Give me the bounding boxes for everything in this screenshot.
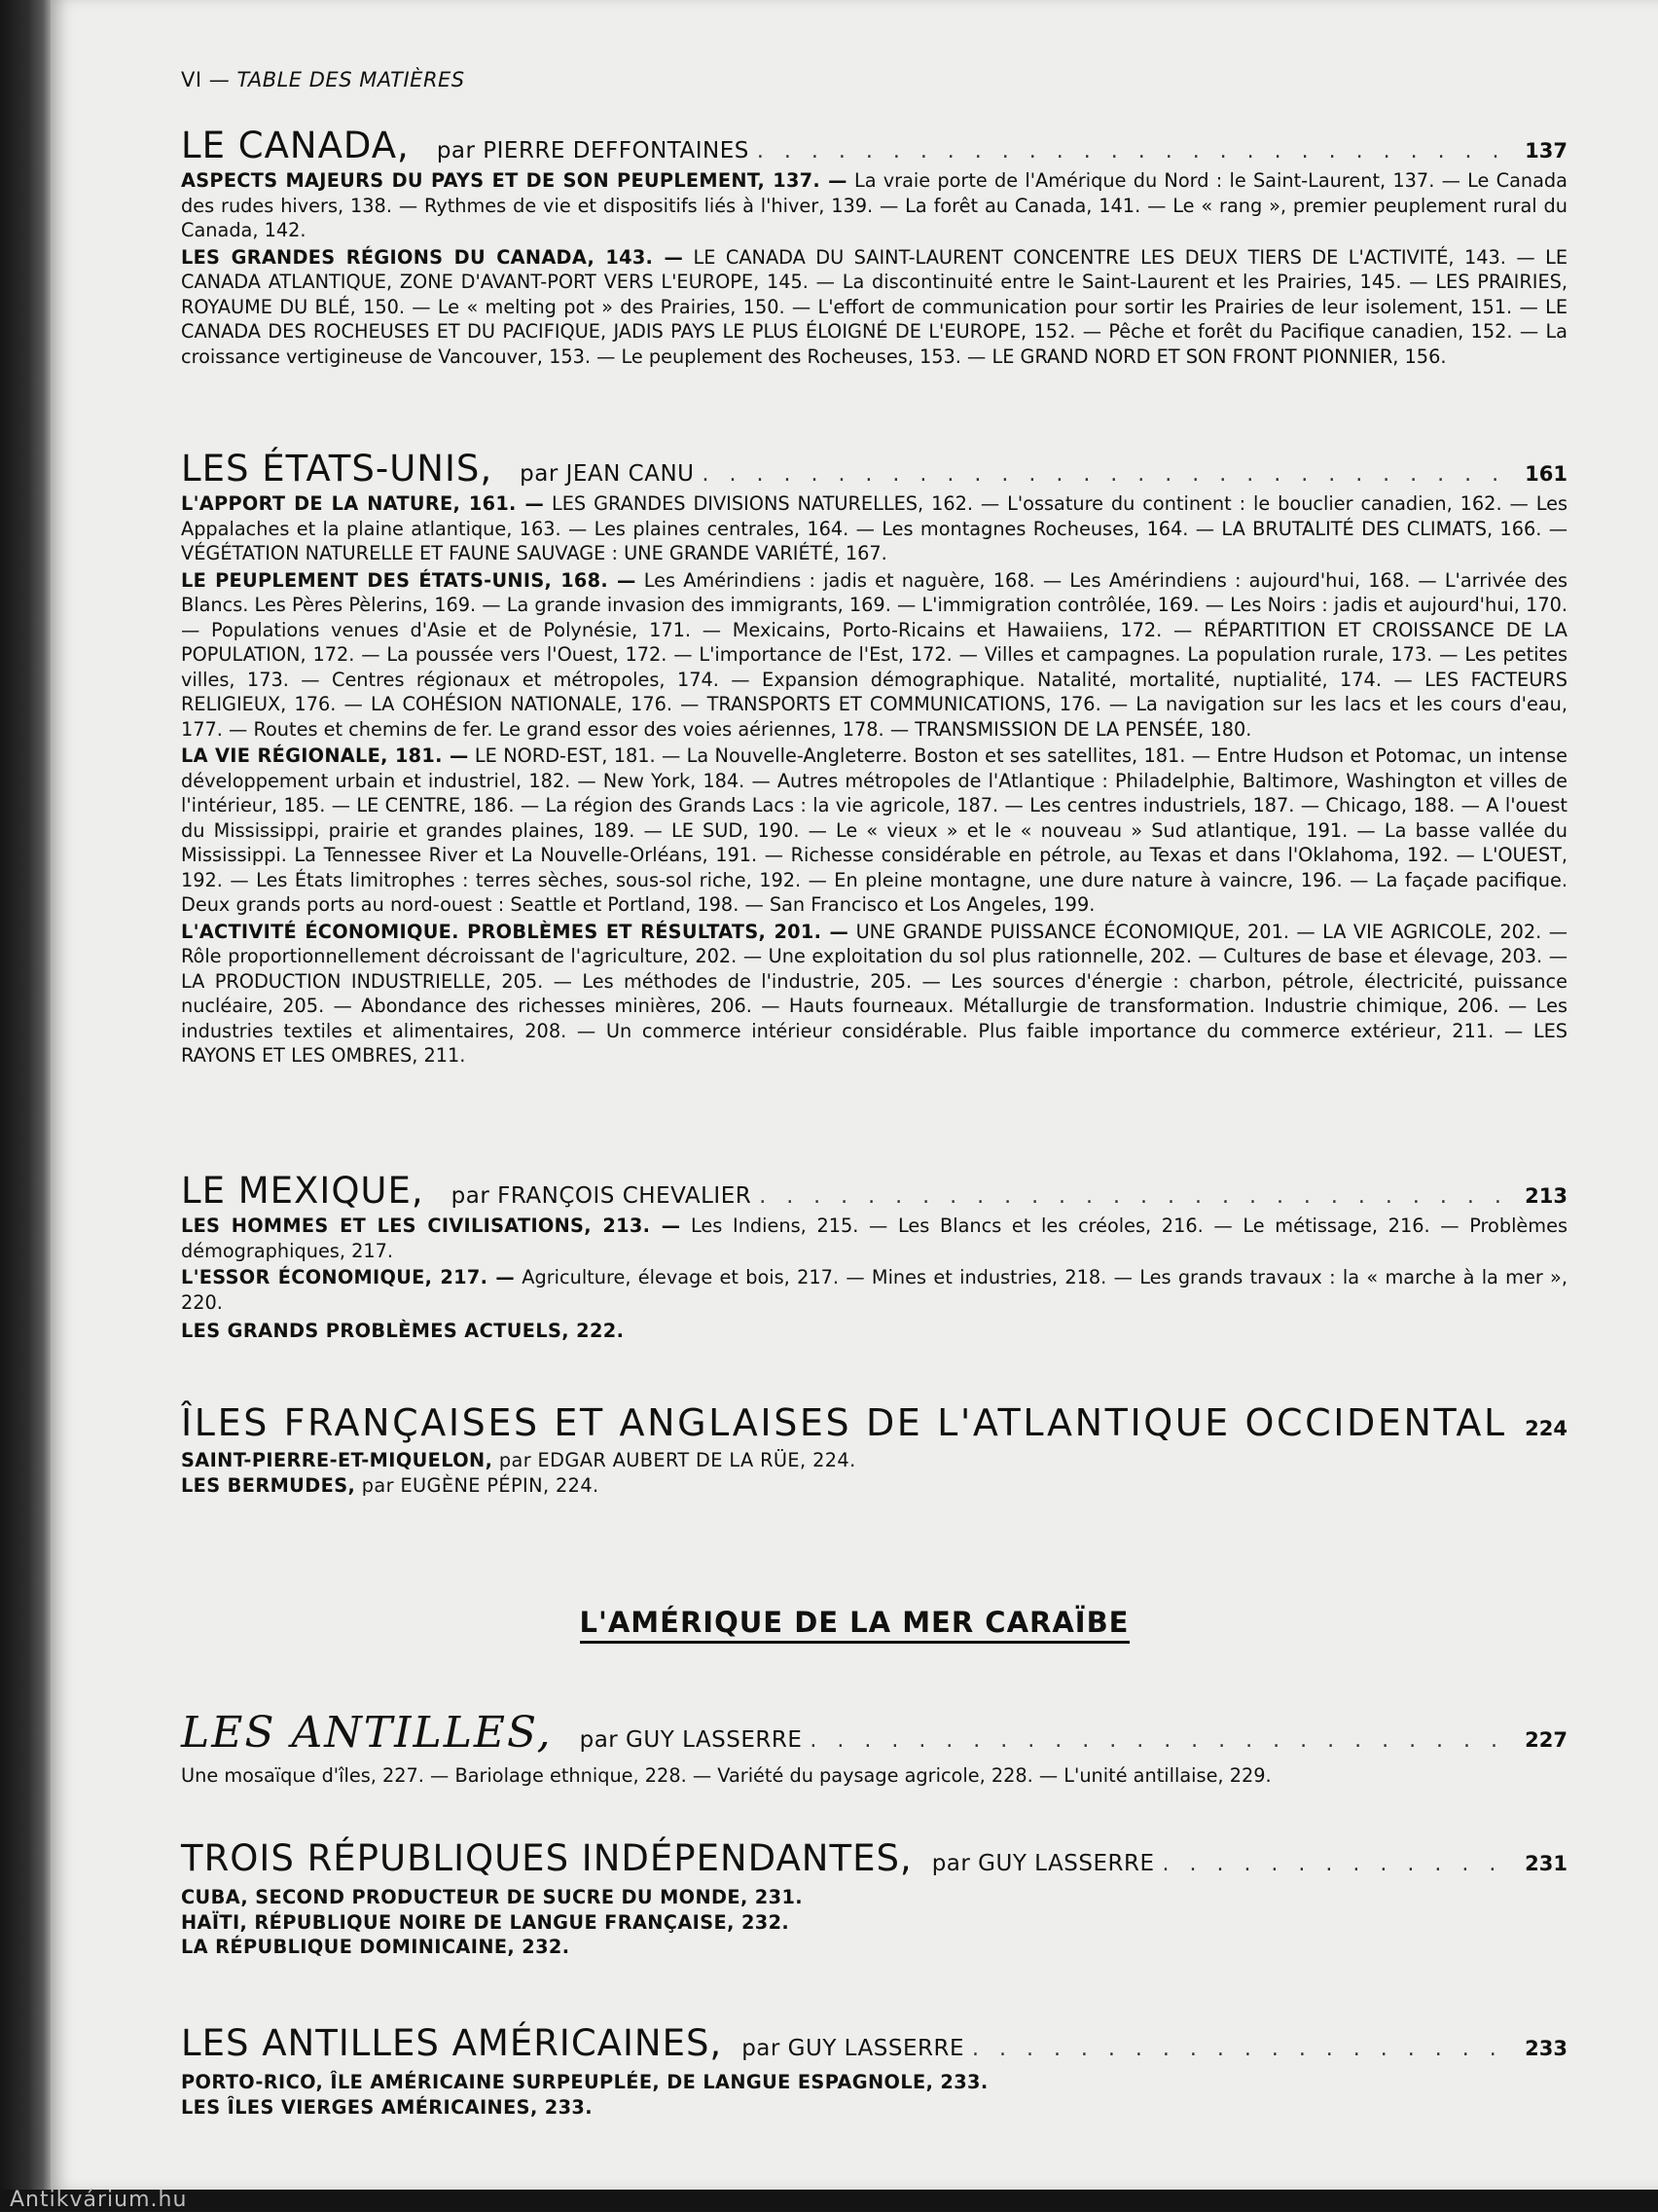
page-number: 227 — [1525, 1728, 1568, 1752]
paragraph-heading: ASPECTS MAJEURS DU PAYS ET DE SON PEUPLEMENT, 137. — — [181, 169, 847, 192]
paragraph-text: La vraie porte de l'Amérique du Nord : le Saint-Laurent, 137. — Le Canada des rudes hivers, 138. — Rythmes de vie et dispositifs liés à l'hiver, 139. — La forêt au Canada, 141. — Le « rang », premier peuplement rural du Canada, 142. — [181, 169, 1568, 241]
section-title: LES ANTILLES, — [181, 1708, 553, 1758]
toc-line: CUBA, SECOND PRODUCTEUR DE SUCRE DU MONDE, 231. — [181, 1886, 803, 1908]
section-trois-republiques — [181, 1837, 1568, 1960]
paragraph-heading: LES HOMMES ET LES CIVILISATIONS, 213. — — [181, 1215, 681, 1237]
section-author: par PIERRE DEFFONTAINES — [436, 138, 749, 163]
leader-dots — [703, 462, 1518, 487]
paragraph-heading: LES GRANDES RÉGIONS DU CANADA, 143. — — [181, 245, 684, 269]
paragraph-text: Les Indiens, 215. — Les Blancs et les créoles, 216. — Le métissage, 216. — Problèmes démographiques, 217. — [181, 1215, 1568, 1262]
paragraph-text: LE NORD-EST, 181. — La Nouvelle-Angleterre. Boston et ses satellites, 181. — Entre Hudson et Potomac, un intense développement urbain et industriel, 182. — New York, 184. — Autres métropoles de l'Atlantique : Philadelphie, Baltimore, Washington et villes de l'intérieur, 185. — LE CENTRE, 186. — La région des Grands Lacs : la vie agricole, 187. — Les centres industriels, 187. — Chicago, 188. — A l'ouest du Mississippi, prairie et grandes plaines, 189. — LE SUD, 190. — Le « vieux » et le « nouveau » Sud atlantique, 191. — La basse vallée du Mississippi. La Tennessee River et La Nouvelle-Orléans, 191. — Richesse considérable en pétrole, au Texas et dans l'Oklahoma, 192. — L'OUEST, 192. — Les États limitrophes : terres sèches, sous-sol riche, 192. — En pleine montagne, une dure nature à vaincre, 196. — La façade pacifique. Deux grands ports au nord-ouest : Seattle et Portland, 198. — San Francisco et Los Angeles, 199. — [181, 744, 1568, 916]
page-number: 161 — [1525, 462, 1568, 486]
section-author: par GUY LASSERRE — [741, 2036, 964, 2061]
toc-paragraph: Une mosaïque d'îles, 227. — Bariolage ethnique, 228. — Variété du paysage agricole, 228. — L'unité antillaise, 229. — [181, 1764, 1272, 1787]
paragraph-text: Les Amérindiens : jadis et naguère, 168. — Les Amérindiens : aujourd'hui, 168. — L'arrivée des Blancs. Les Pères Pèlerins, 169. — La grande invasion des immigrants, 169. — L'immigration contrôlée, 169. — Les Noirs : jadis et aujourd'hui, 170. — Populations venues d'Asie et de Polynésie, 171. — Mexicains, Porto-Ricains et Hawaiiens, 172. — RÉPARTITION ET CROISSANCE DE LA POPULATION, 172. — La poussée vers l'Ouest, 172. — L'importance de l'Est, 172. — Villes et campagnes. La population rurale, 173. — Les petites villes, 173. — Centres régionaux et métropoles, 174. — Expansion démographique. Natalité, mortalité, nuptialité, 174. — LES FACTEURS RELIGIEUX, 176. — LA COHÉSION NATIONALE, 176. — TRANSPORTS ET COMMUNICATIONS, 176. — La navigation sur les lacs et les cours d'eau, 177. — Routes et chemins de fer. Le grand essor des voies aériennes, 178. — TRANSMISSION DE LA PENSÉE, 180. — [181, 568, 1568, 741]
paragraph-heading: L'APPORT DE LA NATURE, 161. — — [181, 492, 545, 515]
paragraph-heading: LA VIE RÉGIONALE, 181. — — [181, 744, 469, 767]
page-number: 233 — [1525, 2037, 1568, 2060]
toc-paragraph — [181, 743, 1568, 918]
page-number: 213 — [1525, 1184, 1568, 1208]
section-title: LE CANADA, — [181, 125, 410, 166]
section-author: par GUY LASSERRE — [579, 1727, 803, 1753]
section-title: LE MEXIQUE, — [181, 1170, 424, 1212]
entry-author: par EUGÈNE PÉPIN, 224. — [355, 1473, 599, 1497]
entry-title: SAINT-PIERRE-ET-MIQUELON, — [181, 1449, 493, 1471]
leader-dots — [810, 1728, 1517, 1753]
toc-line: HAÏTI, RÉPUBLIQUE NOIRE DE LANGUE FRANÇAISE, 232. — [181, 1910, 790, 1934]
toc-line — [181, 1448, 1568, 1473]
section-antilles-americaines — [181, 2022, 1568, 2120]
section-title: ÎLES FRANÇAISES ET ANGLAISES DE L'ATLANTIQUE OCCIDENTAL — [181, 1401, 1507, 1444]
toc-paragraph — [181, 920, 1568, 1069]
paragraph-text: Agriculture, élevage et bois, 217. — Mines et industries, 218. — Les grands travaux : la « marche à la mer », 220. — [181, 1266, 1568, 1314]
toc-line — [181, 1473, 1568, 1499]
leader-dots — [757, 139, 1517, 163]
toc-line: LA RÉPUBLIQUE DOMINICAINE, 232. — [181, 1936, 570, 1958]
toc-paragraph — [181, 168, 1568, 243]
paragraph-heading: L'ACTIVITÉ ÉCONOMIQUE. PROBLÈMES ET RÉSULTATS, 201. — — [181, 920, 849, 943]
header-title: TABLE DES MATIÈRES — [236, 68, 465, 91]
part-heading-text: L'AMÉRIQUE DE LA MER CARAÏBE — [580, 1606, 1130, 1644]
page-bottom-edge — [0, 2190, 1658, 2211]
section-iles — [181, 1401, 1568, 1498]
toc-paragraph — [181, 1265, 1568, 1315]
header-separator: — — [208, 68, 231, 91]
book-spine-shadow — [0, 0, 51, 2211]
entry-title: LES BERMUDES, — [181, 1473, 356, 1497]
section-author: par JEAN CANU — [520, 461, 695, 487]
page-number: 137 — [1525, 139, 1568, 163]
page — [51, 0, 1658, 2190]
section-author: par GUY LASSERRE — [931, 1851, 1155, 1876]
running-header — [181, 68, 465, 91]
section-usa — [181, 448, 1568, 1069]
toc-paragraph — [181, 1214, 1568, 1263]
page-number: 231 — [1525, 1852, 1568, 1875]
paragraph-heading: LE PEUPLEMENT DES ÉTATS-UNIS, 168. — — [181, 568, 636, 592]
watermark: Antikvárium.hu — [10, 2188, 188, 2212]
section-antilles — [181, 1708, 1568, 1789]
section-title: LES ANTILLES AMÉRICAINES, — [181, 2022, 723, 2064]
paragraph-text: UNE GRANDE PUISSANCE ÉCONOMIQUE, 201. — LA VIE AGRICOLE, 202. — Rôle proportionnellement décroissant de l'agriculture, 202. — Une exploitation du sol plus rationnelle, 202. — Cultures de base et élevage, 203. — LA PRODUCTION INDUSTRIELLE, 205. — Les méthodes de l'industrie, 205. — Les sources d'énergie : charbon, pétrole, électricité, puissance nucléaire, 205. — Abondance des richesses minières, 206. — Hauts fourneaux. Métallurgie de transformation. Industrie chimique, 206. — Les industries textiles et alimentaires, 208. — Un commerce intérieur considérable. Plus faible importance du commerce extérieur, 211. — LES RAYONS ET LES OMBRES, 211. — [181, 920, 1568, 1067]
leader-dots — [1162, 1852, 1517, 1876]
toc-paragraph — [181, 491, 1568, 566]
toc-line: PORTO-RICO, ÎLE AMÉRICAINE SURPEUPLÉE, DE LANGUE ESPAGNOLE, 233. — [181, 2071, 989, 2093]
paragraph-text: LES GRANDES DIVISIONS NATURELLES, 162. — L'ossature du continent : le bouclier canadien, 162. — Les Appalaches et la plaine atlantique, 163. — Les plaines centrales, 164. — Les montagnes Rocheuses, 164. — LA BRUTALITÉ DES CLIMATS, 166. — VÉGÉTATION NATURELLE ET FAUNE SAUVAGE : UNE GRANDE VARIÉTÉ, 167. — [181, 492, 1568, 564]
leader-dots — [759, 1184, 1517, 1209]
folio: VI — [181, 68, 202, 91]
toc-paragraph — [181, 245, 1568, 370]
leader-dots — [972, 2037, 1517, 2061]
toc-line: LES GRANDS PROBLÈMES ACTUELS, 222. — [181, 1320, 625, 1342]
section-title: TROIS RÉPUBLIQUES INDÉPENDANTES, — [181, 1837, 913, 1879]
paragraph-text: LE CANADA DU SAINT-LAURENT CONCENTRE LES DEUX TIERS DE L'ACTIVITÉ, 143. — LE CANADA ATLANTIQUE, ZONE D'AVANT-PORT VERS L'EUROPE, 145. — La discontinuité entre le Saint-Laurent et les Prairies, 145. — LES PRAIRIES, ROYAUME DU BLÉ, 150. — Le « melting pot » des Prairies, 150. — L'effort de communication pour sortir les Prairies de leur isolement, 151. — LE CANADA DES ROCHEUSES ET DU PACIFIQUE, JADIS PAYS LE PLUS ÉLOIGNÉ DE L'EUROPE, 152. — Pêche et forêt du Pacifique canadien, 152. — La croissance vertigineuse de Vancouver, 153. — Le peuplement des Rocheuses, 153. — LE GRAND NORD ET SON FRONT PIONNIER, 156. — [181, 245, 1568, 368]
leader-spacer — [1515, 1417, 1517, 1441]
toc-paragraph — [181, 568, 1568, 743]
part-heading — [51, 1606, 1658, 1639]
page-number: 224 — [1525, 1417, 1568, 1440]
entry-author: par EDGAR AUBERT DE LA RÜE, 224. — [492, 1449, 856, 1471]
section-author: par FRANÇOIS CHEVALIER — [451, 1183, 752, 1209]
section-canada — [181, 125, 1568, 369]
section-title: LES ÉTATS-UNIS, — [181, 448, 493, 490]
toc-line: LES ÎLES VIERGES AMÉRICAINES, 233. — [181, 2095, 593, 2119]
section-mexique — [181, 1170, 1568, 1344]
paragraph-heading: L'ESSOR ÉCONOMIQUE, 217. — — [181, 1266, 515, 1288]
